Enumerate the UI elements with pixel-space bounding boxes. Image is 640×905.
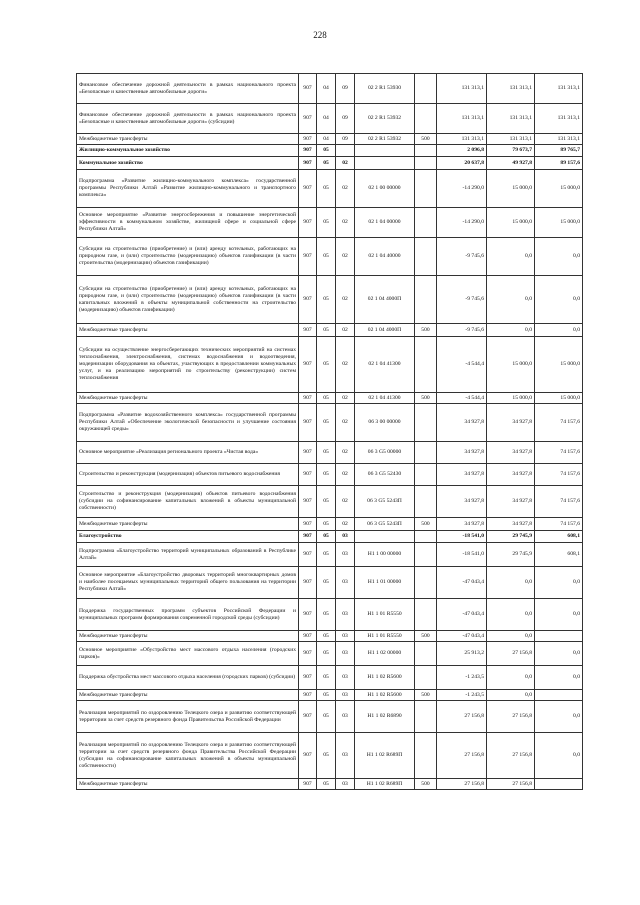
subsection-code-cell: 03 xyxy=(336,567,355,599)
amount-cell-3: 89 157,6 xyxy=(535,157,583,170)
target-article-cell: 02 1 04 41300 xyxy=(355,337,415,393)
ministry-code-cell: 907 xyxy=(299,567,317,599)
table-row xyxy=(77,486,583,518)
amount-cell-1: -9 745,6 xyxy=(437,324,487,337)
section-code-cell: 05 xyxy=(317,393,336,404)
ministry-code-cell: 907 xyxy=(299,518,317,531)
amount-cell-1: 131 313,1 xyxy=(437,104,487,134)
amount-cell-2: 0,0 xyxy=(487,276,535,324)
expense-type-cell: 500 xyxy=(415,631,437,642)
amount-cell-3: 0,0 xyxy=(535,567,583,599)
table-row xyxy=(77,631,583,642)
row-name-cell: Подпрограмма «Развитие жилищно-коммунального комплекса» государственной программы Республики Алтай «Развитие жилищно-коммунального и транспортного комплекса» xyxy=(77,170,299,208)
target-article-cell: 02 1 04 4000П xyxy=(355,276,415,324)
amount-cell-1: 27 156,8 xyxy=(437,779,487,790)
target-article-cell xyxy=(355,157,415,170)
target-article-cell: Н1 1 01 R5550 xyxy=(355,631,415,642)
section-code-cell: 05 xyxy=(317,701,336,733)
row-name-cell: Жилищно-коммунальное хозяйство xyxy=(77,145,299,157)
section-code-cell: 05 xyxy=(317,531,336,543)
ministry-code-cell: 907 xyxy=(299,157,317,170)
amount-cell-1: -4 544,4 xyxy=(437,393,487,404)
amount-cell-2: 34 927,8 xyxy=(487,464,535,486)
target-article-cell: Н1 1 02 R689П xyxy=(355,779,415,790)
expense-type-cell xyxy=(415,337,437,393)
ministry-code-cell: 907 xyxy=(299,631,317,642)
table-row xyxy=(77,599,583,631)
section-code-cell: 05 xyxy=(317,642,336,666)
ministry-code-cell: 907 xyxy=(299,134,317,145)
subsection-code-cell: 02 xyxy=(336,238,355,276)
row-name-cell: Основное мероприятие «Обустройство мест массового отдыха населения (городских парков)» xyxy=(77,642,299,666)
row-name-cell: Подпрограмма «Развитие водохозяйственного комплекса» государственной программы Республики Алтай «Обеспечение экологической безопасности и улучшение состояния окружающей среды» xyxy=(77,404,299,442)
section-code-cell: 04 xyxy=(317,134,336,145)
ministry-code-cell: 907 xyxy=(299,238,317,276)
ministry-code-cell: 907 xyxy=(299,543,317,567)
section-code-cell: 05 xyxy=(317,170,336,208)
amount-cell-3: 0,0 xyxy=(535,238,583,276)
table-row xyxy=(77,134,583,145)
row-name-cell: Основное мероприятие «Реализация регионального проекта «Чистая вода» xyxy=(77,442,299,464)
expense-type-cell xyxy=(415,642,437,666)
table-row xyxy=(77,74,583,104)
table-row xyxy=(77,145,583,157)
subsection-code-cell: 09 xyxy=(336,134,355,145)
amount-cell-2: 29 745,9 xyxy=(487,531,535,543)
section-code-cell: 05 xyxy=(317,543,336,567)
amount-cell-1: -1 243,5 xyxy=(437,690,487,701)
amount-cell-3: 0,0 xyxy=(535,642,583,666)
target-article-cell: Н1 1 02 R6890 xyxy=(355,701,415,733)
target-article-cell: Н1 1 00 00000 xyxy=(355,543,415,567)
subsection-code-cell: 09 xyxy=(336,74,355,104)
subsection-code-cell: 02 xyxy=(336,486,355,518)
amount-cell-2: 27 156,8 xyxy=(487,701,535,733)
amount-cell-2: 34 927,8 xyxy=(487,486,535,518)
subsection-code-cell: 03 xyxy=(336,666,355,690)
amount-cell-3: 15 000,0 xyxy=(535,170,583,208)
row-name-cell: Строительство и реконструкция (модернизация) объектов питьевого водоснабжения xyxy=(77,464,299,486)
subsection-code-cell: 03 xyxy=(336,599,355,631)
amount-cell-2: 131 313,1 xyxy=(487,74,535,104)
target-article-cell: 02 1 04 40000 xyxy=(355,238,415,276)
subsection-code-cell: 02 xyxy=(336,276,355,324)
ministry-code-cell: 907 xyxy=(299,779,317,790)
section-code-cell: 05 xyxy=(317,324,336,337)
target-article-cell: Н1 1 02 R689П xyxy=(355,733,415,779)
section-code-cell: 05 xyxy=(317,486,336,518)
amount-cell-3: 131 313,1 xyxy=(535,74,583,104)
row-name-cell: Межбюджетные трансферты xyxy=(77,134,299,145)
table-row xyxy=(77,701,583,733)
amount-cell-1: -14 290,0 xyxy=(437,170,487,208)
expense-type-cell xyxy=(415,442,437,464)
amount-cell-3: 0,0 xyxy=(535,599,583,631)
row-name-cell: Коммунальное хозяйство xyxy=(77,157,299,170)
table-row xyxy=(77,733,583,779)
ministry-code-cell: 907 xyxy=(299,666,317,690)
amount-cell-3: 0,0 xyxy=(535,276,583,324)
section-code-cell: 05 xyxy=(317,599,336,631)
row-name-cell: Реализация мероприятий по оздоровлению Телецкого озера и развитию соответствующей территории за счет средств резервного фонда Правительства Российской Федерации (субсидии на софинансирование капитальных вложений в объекты муниципальной собственности) xyxy=(77,733,299,779)
amount-cell-1: 25 913,2 xyxy=(437,642,487,666)
section-code-cell: 05 xyxy=(317,157,336,170)
amount-cell-1: 34 927,8 xyxy=(437,442,487,464)
amount-cell-1: 20 637,8 xyxy=(437,157,487,170)
row-name-cell: Межбюджетные трансферты xyxy=(77,631,299,642)
row-name-cell: Реализация мероприятий по оздоровлению Телецкого озера и развитию соответствующей территории за счет средств резервного фонда Правительства Российской Федерации xyxy=(77,701,299,733)
target-article-cell: 06 3 G5 00000 xyxy=(355,442,415,464)
row-name-cell: Межбюджетные трансферты xyxy=(77,779,299,790)
section-code-cell: 05 xyxy=(317,238,336,276)
subsection-code-cell: 02 xyxy=(336,337,355,393)
target-article-cell: 02 1 04 4000П xyxy=(355,324,415,337)
ministry-code-cell: 907 xyxy=(299,486,317,518)
amount-cell-1: -14 290,0 xyxy=(437,208,487,238)
subsection-code-cell: 02 xyxy=(336,157,355,170)
amount-cell-1: -47 043,4 xyxy=(437,567,487,599)
ministry-code-cell: 907 xyxy=(299,701,317,733)
section-code-cell: 05 xyxy=(317,733,336,779)
ministry-code-cell: 907 xyxy=(299,170,317,208)
table-row xyxy=(77,324,583,337)
target-article-cell xyxy=(355,531,415,543)
amount-cell-1: -9 745,6 xyxy=(437,276,487,324)
amount-cell-2: 34 927,8 xyxy=(487,404,535,442)
ministry-code-cell: 907 xyxy=(299,599,317,631)
section-code-cell: 04 xyxy=(317,74,336,104)
amount-cell-3: 0,0 xyxy=(535,324,583,337)
expense-type-cell xyxy=(415,104,437,134)
amount-cell-3: 74 157,6 xyxy=(535,404,583,442)
amount-cell-2: 0,0 xyxy=(487,324,535,337)
amount-cell-3: 131 313,1 xyxy=(535,104,583,134)
ministry-code-cell: 907 xyxy=(299,324,317,337)
subsection-code-cell: 03 xyxy=(336,779,355,790)
target-article-cell: 02 2 R1 53930 xyxy=(355,74,415,104)
amount-cell-2: 29 745,9 xyxy=(487,543,535,567)
row-name-cell: Межбюджетные трансферты xyxy=(77,518,299,531)
expense-type-cell: 500 xyxy=(415,324,437,337)
amount-cell-1: 27 156,8 xyxy=(437,701,487,733)
budget-table xyxy=(76,73,583,790)
table-row xyxy=(77,442,583,464)
section-code-cell: 05 xyxy=(317,666,336,690)
amount-cell-3: 74 157,6 xyxy=(535,464,583,486)
target-article-cell: 02 1 04 00000 xyxy=(355,208,415,238)
budget-table-body xyxy=(77,74,583,790)
amount-cell-3: 608,1 xyxy=(535,531,583,543)
target-article-cell: 06 3 G5 5243П xyxy=(355,518,415,531)
amount-cell-1: 34 927,8 xyxy=(437,464,487,486)
amount-cell-1: 131 313,1 xyxy=(437,134,487,145)
amount-cell-1: 34 927,8 xyxy=(437,404,487,442)
expense-type-cell xyxy=(415,238,437,276)
row-name-cell: Финансовое обеспечение дорожной деятельности в рамках национального проекта «Безопасные и качественные автомобильные дороги» xyxy=(77,74,299,104)
table-row xyxy=(77,567,583,599)
section-code-cell: 05 xyxy=(317,518,336,531)
table-row xyxy=(77,518,583,531)
ministry-code-cell: 907 xyxy=(299,337,317,393)
expense-type-cell xyxy=(415,170,437,208)
ministry-code-cell: 907 xyxy=(299,145,317,157)
section-code-cell: 05 xyxy=(317,337,336,393)
amount-cell-2: 131 313,1 xyxy=(487,104,535,134)
amount-cell-3: 0,0 xyxy=(535,666,583,690)
section-code-cell: 05 xyxy=(317,404,336,442)
table-row xyxy=(77,104,583,134)
amount-cell-2: 49 927,8 xyxy=(487,157,535,170)
expense-type-cell xyxy=(415,486,437,518)
row-name-cell: Межбюджетные трансферты xyxy=(77,393,299,404)
subsection-code-cell: 03 xyxy=(336,733,355,779)
expense-type-cell xyxy=(415,74,437,104)
amount-cell-1: -9 745,6 xyxy=(437,238,487,276)
ministry-code-cell: 907 xyxy=(299,74,317,104)
subsection-code-cell: 02 xyxy=(336,442,355,464)
row-name-cell: Субсидии на осуществление энергосберегающих технических мероприятий на системах теплоснабжения, электроснабжения, системах водоснабжения и водоотведения, модернизации оборудования на объектах, участвующих в предоставлении коммунальных услуг, и на реализацию мероприятий по строительству (реконструкции) систем теплоснабжения xyxy=(77,337,299,393)
target-article-cell: Н1 1 01 R5550 xyxy=(355,599,415,631)
ministry-code-cell: 907 xyxy=(299,464,317,486)
target-article-cell: Н1 1 02 R5600 xyxy=(355,690,415,701)
amount-cell-1: -18 541,0 xyxy=(437,531,487,543)
expense-type-cell xyxy=(415,567,437,599)
amount-cell-3: 608,1 xyxy=(535,543,583,567)
section-code-cell: 05 xyxy=(317,464,336,486)
table-row xyxy=(77,276,583,324)
section-code-cell: 05 xyxy=(317,779,336,790)
amount-cell-2: 27 156,8 xyxy=(487,642,535,666)
amount-cell-1: -1 243,5 xyxy=(437,666,487,690)
expense-type-cell xyxy=(415,404,437,442)
row-name-cell: Субсидии на строительство (приобретение) и (или) аренду котельных, работающих на природном газе, и (или) строительство (модернизацию) объектов газификации (в части капитальных вложений в объекты муниципальной собственности на строительство (модернизацию) объектов газификации) xyxy=(77,276,299,324)
expense-type-cell xyxy=(415,666,437,690)
amount-cell-3: 15 000,0 xyxy=(535,393,583,404)
table-row xyxy=(77,238,583,276)
row-name-cell: Основное мероприятие «Благоустройство дворовых территорий многоквартирных домов и наиболее посещаемых муниципальных территорий общего пользования на территории Республики Алтай» xyxy=(77,567,299,599)
subsection-code-cell: 02 xyxy=(336,464,355,486)
amount-cell-1: 27 156,8 xyxy=(437,733,487,779)
row-name-cell: Финансовое обеспечение дорожной деятельности в рамках национального проекта «Безопасные и качественные автомобильные дороги» (субсидии) xyxy=(77,104,299,134)
subsection-code-cell: 02 xyxy=(336,324,355,337)
expense-type-cell xyxy=(415,599,437,631)
target-article-cell: 06 3 00 00000 xyxy=(355,404,415,442)
table-row xyxy=(77,642,583,666)
row-name-cell: Основное мероприятие «Развитие энергосбережения и повышение энергетической эффективности в коммунальном хозяйстве, жилищной сфере и социальной сфере Республики Алтай» xyxy=(77,208,299,238)
amount-cell-1: 34 927,8 xyxy=(437,486,487,518)
expense-type-cell xyxy=(415,145,437,157)
row-name-cell: Подпрограмма «Благоустройство территорий муниципальных образований в Республике Алтай» xyxy=(77,543,299,567)
ministry-code-cell: 907 xyxy=(299,690,317,701)
amount-cell-2: 15 000,0 xyxy=(487,393,535,404)
amount-cell-2: 0,0 xyxy=(487,567,535,599)
row-name-cell: Строительство и реконструкция (модернизация) объектов питьевого водоснабжения (субсидии на софинансирование капитальных вложений в объекты муниципальной собственности) xyxy=(77,486,299,518)
row-name-cell: Благоустройство xyxy=(77,531,299,543)
amount-cell-1: -4 544,4 xyxy=(437,337,487,393)
table-row xyxy=(77,170,583,208)
target-article-cell: 02 1 00 00000 xyxy=(355,170,415,208)
table-row xyxy=(77,779,583,790)
table-row xyxy=(77,404,583,442)
target-article-cell: 02 2 R1 53932 xyxy=(355,104,415,134)
section-code-cell: 05 xyxy=(317,145,336,157)
target-article-cell: Н1 1 01 00000 xyxy=(355,567,415,599)
expense-type-cell xyxy=(415,531,437,543)
section-code-cell: 05 xyxy=(317,567,336,599)
expense-type-cell: 500 xyxy=(415,134,437,145)
subsection-code-cell: 03 xyxy=(336,642,355,666)
ministry-code-cell: 907 xyxy=(299,642,317,666)
amount-cell-1: -47 043,4 xyxy=(437,599,487,631)
amount-cell-3: 0,0 xyxy=(535,733,583,779)
target-article-cell xyxy=(355,145,415,157)
expense-type-cell xyxy=(415,701,437,733)
section-code-cell: 05 xyxy=(317,442,336,464)
amount-cell-1: -18 541,0 xyxy=(437,543,487,567)
table-row xyxy=(77,208,583,238)
amount-cell-2: 34 927,8 xyxy=(487,442,535,464)
subsection-code-cell: 09 xyxy=(336,104,355,134)
target-article-cell: 02 1 04 41300 xyxy=(355,393,415,404)
expense-type-cell: 500 xyxy=(415,393,437,404)
amount-cell-3: 74 157,6 xyxy=(535,486,583,518)
expense-type-cell xyxy=(415,208,437,238)
amount-cell-2: 15 000,0 xyxy=(487,170,535,208)
target-article-cell: 06 3 G5 52430 xyxy=(355,464,415,486)
table-row xyxy=(77,464,583,486)
subsection-code-cell xyxy=(336,145,355,157)
section-code-cell: 05 xyxy=(317,276,336,324)
ministry-code-cell: 907 xyxy=(299,393,317,404)
subsection-code-cell: 02 xyxy=(336,518,355,531)
subsection-code-cell: 03 xyxy=(336,690,355,701)
amount-cell-3: 74 157,6 xyxy=(535,442,583,464)
ministry-code-cell: 907 xyxy=(299,104,317,134)
section-code-cell: 04 xyxy=(317,104,336,134)
expense-type-cell: 500 xyxy=(415,518,437,531)
amount-cell-3: 89 765,7 xyxy=(535,145,583,157)
row-name-cell: Межбюджетные трансферты xyxy=(77,690,299,701)
amount-cell-2: 0,0 xyxy=(487,238,535,276)
amount-cell-3: 15 000,0 xyxy=(535,208,583,238)
amount-cell-2: 0,0 xyxy=(487,690,535,701)
section-code-cell: 05 xyxy=(317,208,336,238)
table-row xyxy=(77,690,583,701)
amount-cell-1: -47 043,4 xyxy=(437,631,487,642)
ministry-code-cell: 907 xyxy=(299,208,317,238)
table-row xyxy=(77,393,583,404)
amount-cell-3: 74 157,6 xyxy=(535,518,583,531)
amount-cell-2: 0,0 xyxy=(487,666,535,690)
amount-cell-3 xyxy=(535,779,583,790)
subsection-code-cell: 03 xyxy=(336,701,355,733)
amount-cell-2: 131 313,1 xyxy=(487,134,535,145)
amount-cell-1: 131 313,1 xyxy=(437,74,487,104)
expense-type-cell: 500 xyxy=(415,690,437,701)
target-article-cell: 06 3 G5 5243П xyxy=(355,486,415,518)
amount-cell-3 xyxy=(535,631,583,642)
ministry-code-cell: 907 xyxy=(299,404,317,442)
amount-cell-2: 27 156,8 xyxy=(487,733,535,779)
subsection-code-cell: 02 xyxy=(336,404,355,442)
amount-cell-2: 27 156,8 xyxy=(487,779,535,790)
amount-cell-3 xyxy=(535,690,583,701)
amount-cell-2: 15 000,0 xyxy=(487,337,535,393)
expense-type-cell xyxy=(415,543,437,567)
section-code-cell: 05 xyxy=(317,631,336,642)
amount-cell-2: 0,0 xyxy=(487,631,535,642)
subsection-code-cell: 02 xyxy=(336,170,355,208)
ministry-code-cell: 907 xyxy=(299,733,317,779)
subsection-code-cell: 03 xyxy=(336,631,355,642)
amount-cell-2: 79 673,7 xyxy=(487,145,535,157)
target-article-cell: 02 2 R1 53932 xyxy=(355,134,415,145)
amount-cell-3: 0,0 xyxy=(535,701,583,733)
table-row xyxy=(77,666,583,690)
amount-cell-1: 34 927,8 xyxy=(437,518,487,531)
table-row xyxy=(77,337,583,393)
row-name-cell: Субсидии на строительство (приобретение) и (или) аренду котельных, работающих на природном газе, и (или) строительство (модернизацию) объектов газификации (в части строительства (модернизации) объектов газификации) xyxy=(77,238,299,276)
amount-cell-2: 15 000,0 xyxy=(487,208,535,238)
amount-cell-3: 15 000,0 xyxy=(535,337,583,393)
table-row xyxy=(77,531,583,543)
subsection-code-cell: 03 xyxy=(336,543,355,567)
subsection-code-cell: 02 xyxy=(336,208,355,238)
expense-type-cell xyxy=(415,464,437,486)
expense-type-cell xyxy=(415,157,437,170)
page-number: 228 xyxy=(313,30,327,40)
row-name-cell: Поддержка обустройства мест массового отдыха населения (городских парков) (субсидии) xyxy=(77,666,299,690)
amount-cell-2: 0,0 xyxy=(487,599,535,631)
expense-type-cell: 500 xyxy=(415,779,437,790)
expense-type-cell xyxy=(415,276,437,324)
table-row xyxy=(77,157,583,170)
amount-cell-2: 34 927,8 xyxy=(487,518,535,531)
subsection-code-cell: 03 xyxy=(336,531,355,543)
target-article-cell: Н1 1 02 00000 xyxy=(355,642,415,666)
table-row xyxy=(77,543,583,567)
section-code-cell: 05 xyxy=(317,690,336,701)
amount-cell-3: 131 313,1 xyxy=(535,134,583,145)
target-article-cell: Н1 1 02 R5600 xyxy=(355,666,415,690)
expense-type-cell xyxy=(415,733,437,779)
ministry-code-cell: 907 xyxy=(299,276,317,324)
row-name-cell: Поддержка государственных программ субъектов Российской Федерации и муниципальных программ формирования современной городской среды (субсидии) xyxy=(77,599,299,631)
row-name-cell: Межбюджетные трансферты xyxy=(77,324,299,337)
ministry-code-cell: 907 xyxy=(299,531,317,543)
ministry-code-cell: 907 xyxy=(299,442,317,464)
amount-cell-1: 2 096,8 xyxy=(437,145,487,157)
subsection-code-cell: 02 xyxy=(336,393,355,404)
